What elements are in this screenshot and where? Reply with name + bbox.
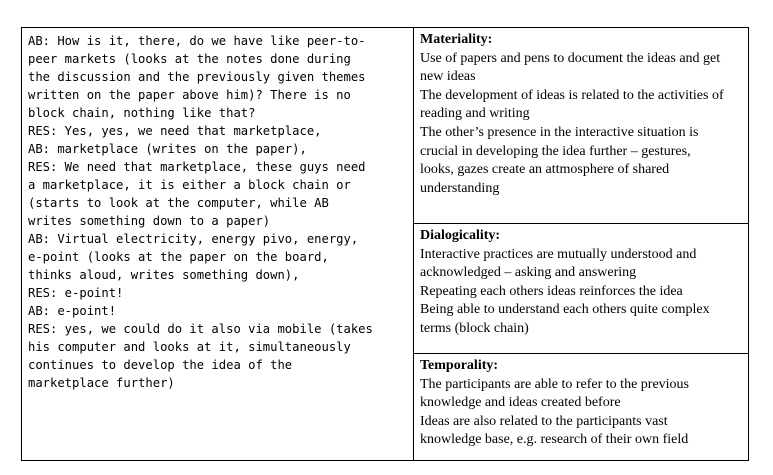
- transcript-line: e-point (looks at the paper on the board,: [28, 250, 329, 264]
- transcript-line: AB: Virtual electricity, energy pivo, energy,: [28, 232, 359, 246]
- transcript-line: thinks aloud, writes something down),: [28, 268, 300, 282]
- transcript-line: AB: e-point!: [28, 304, 117, 318]
- dialogicality-line: Being able to understand each others quite complex: [420, 302, 710, 318]
- dialogicality-line: acknowledged – asking and answering: [420, 265, 637, 281]
- materiality-cell: [414, 28, 748, 224]
- temporality-cell: [414, 354, 748, 460]
- materiality-line: The other’s presence in the interactive situation is: [420, 124, 699, 140]
- transcript-line: a marketplace, it is either a block chain or: [28, 178, 351, 192]
- dialogicality-cell: [414, 224, 748, 354]
- transcript-line: (starts to look at the computer, while AB: [28, 196, 329, 210]
- materiality-line: looks, gazes create an attmosphere of shared: [420, 162, 670, 178]
- transcript-line: RES: e-point!: [28, 286, 124, 300]
- transcript-line: writes something down to a paper): [28, 214, 271, 228]
- transcript-line: marketplace further): [28, 376, 175, 390]
- materiality-line: reading and writing: [420, 106, 530, 122]
- dialogicality-line: Repeating each others ideas reinforces the idea: [420, 283, 683, 299]
- dialogicality-line: Interactive practices are mutually understood and: [420, 246, 697, 262]
- temporality-line: knowledge and ideas created before: [420, 395, 621, 411]
- temporality-line: Ideas are also related to the participants vast: [420, 413, 668, 429]
- transcript-line: RES: Yes, yes, we need that marketplace,: [28, 124, 322, 138]
- transcript-line: RES: yes, we could do it also via mobile (takes: [28, 322, 373, 336]
- materiality-line: understanding: [420, 180, 500, 196]
- temporality-line: The participants are able to refer to the previous: [420, 376, 689, 392]
- transcript-line: RES: We need that marketplace, these guys need: [28, 160, 366, 174]
- transcript-line: block chain, nothing like that?: [28, 106, 256, 120]
- analysis-table: [21, 27, 749, 461]
- transcript-line: peer markets (looks at the notes done during: [28, 52, 351, 66]
- transcript-line: the discussion and the previously given themes: [28, 70, 366, 84]
- temporality-heading: Temporality:: [420, 358, 499, 373]
- materiality-line: crucial in developing the idea further – gestures,: [420, 143, 691, 159]
- materiality-heading: Materiality:: [420, 32, 493, 47]
- temporality-line: knowledge base, e.g. research of their own field: [420, 432, 689, 448]
- transcript-line: his computer and looks at it, simultaneously: [28, 340, 351, 354]
- dialogicality-heading: Dialogicality:: [420, 228, 501, 243]
- materiality-line: new ideas: [420, 69, 476, 85]
- analysis-column: [414, 28, 748, 460]
- transcript-cell: [22, 28, 414, 460]
- transcript-line: continues to develop the idea of the: [28, 358, 293, 372]
- transcript-line: AB: How is it, there, do we have like peer-to-: [28, 34, 366, 48]
- materiality-line: Use of papers and pens to document the ideas and get: [420, 50, 721, 66]
- dialogicality-line: terms (block chain): [420, 320, 529, 336]
- materiality-line: The development of ideas is related to the activities of: [420, 87, 724, 103]
- transcript-line: AB: marketplace (writes on the paper),: [28, 142, 307, 156]
- transcript-line: written on the paper above him)? There is no: [28, 88, 351, 102]
